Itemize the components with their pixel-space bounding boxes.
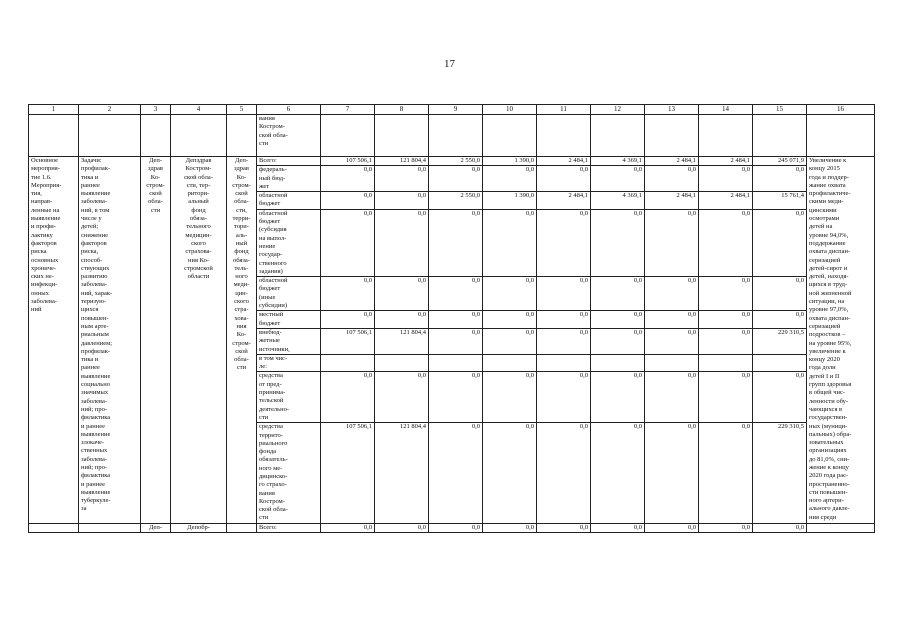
column-number: 11	[537, 105, 591, 115]
column-number: 15	[753, 105, 807, 115]
amount-cell: 0,0	[591, 277, 645, 311]
amount-cell: 2 484,1	[645, 157, 699, 166]
amount-cell: 2 484,1	[699, 157, 753, 166]
amount-cell	[645, 354, 699, 372]
amount-cell: 0,0	[537, 423, 591, 524]
amount-cell: 0,0	[753, 166, 807, 192]
funding-source-cell: внебюд- жетные источники,	[257, 328, 321, 354]
co-executor-cell: Депобр-	[171, 523, 227, 532]
amount-cell: 0,0	[753, 372, 807, 423]
amount-cell: 0,0	[429, 372, 483, 423]
amount-cell: 0,0	[483, 423, 537, 524]
amount-cell: 0,0	[537, 277, 591, 311]
amount-cell	[375, 354, 429, 372]
funding-source-cell: в том чис- ле:	[257, 354, 321, 372]
amount-cell: 0,0	[645, 372, 699, 423]
column-number: 9	[429, 105, 483, 115]
amount-cell: 0,0	[429, 523, 483, 532]
amount-cell: 4 369,1	[591, 157, 645, 166]
amount-cell: 0,0	[699, 372, 753, 423]
amount-cell: 0,0	[483, 372, 537, 423]
amount-cell: 0,0	[699, 523, 753, 532]
amount-cell: 0,0	[645, 209, 699, 276]
amount-cell: 2 484,1	[699, 192, 753, 210]
column-number: 13	[645, 105, 699, 115]
amount-cell: 0,0	[753, 277, 807, 311]
amount-cell: 0,0	[375, 209, 429, 276]
amount-cell	[699, 354, 753, 372]
amount-cell: 0,0	[429, 311, 483, 329]
amount-cell: 0,0	[591, 328, 645, 354]
amount-cell: 0,0	[321, 277, 375, 311]
column-number: 3	[141, 105, 171, 115]
amount-cell: 0,0	[753, 311, 807, 329]
amount-cell: 121 804,4	[375, 423, 429, 524]
measure-tasks-cell: Задачи: профилак- тика и раннее выявление заболева- ний, в том числе у детей; снижение факторов риска, способ- ствующих развитию заболева- ний, харак- теризую- щихся повышен- ным арте- риальным давлением; профилак- тика и раннее выявление социально значимых заболева- ний; про- филактика и раннее выявление злокаче- ственных заболева- ний; про- филактика и раннее выявление туберкуле- за	[79, 157, 141, 524]
amount-cell	[537, 354, 591, 372]
page-number: 17	[444, 58, 455, 70]
amount-cell: 107 506,1	[321, 423, 375, 524]
amount-cell: 0,0	[537, 311, 591, 329]
column-number: 14	[699, 105, 753, 115]
amount-cell: 0,0	[321, 523, 375, 532]
amount-cell: 0,0	[537, 209, 591, 276]
funding-source-cell: средства от пред- принима- тельской деятельно- сти	[257, 372, 321, 423]
amount-cell: 0,0	[591, 166, 645, 192]
funding-source-cell: областной бюджет (иные субсидии)	[257, 277, 321, 311]
column-number: 16	[807, 105, 875, 115]
amount-cell: 0,0	[645, 311, 699, 329]
amount-cell: 0,0	[591, 311, 645, 329]
amount-cell: 2 484,1	[645, 192, 699, 210]
funding-row	[29, 157, 875, 166]
amount-cell: 0,0	[321, 209, 375, 276]
amount-cell: 0,0	[321, 166, 375, 192]
amount-cell: 0,0	[753, 209, 807, 276]
amount-cell: 0,0	[483, 277, 537, 311]
column-number: 8	[375, 105, 429, 115]
amount-cell: 0,0	[321, 311, 375, 329]
column-number: 2	[79, 105, 141, 115]
amount-cell	[321, 354, 375, 372]
amount-cell: 0,0	[483, 328, 537, 354]
amount-cell: 229 310,5	[753, 328, 807, 354]
amount-cell: 1 390,0	[483, 157, 537, 166]
amount-cell: 2 550,0	[429, 192, 483, 210]
amount-cell: 0,0	[699, 209, 753, 276]
amount-cell: 0,0	[483, 523, 537, 532]
amount-cell: 0,0	[591, 423, 645, 524]
amount-cell: 1 390,0	[483, 192, 537, 210]
amount-cell: 229 310,5	[753, 423, 807, 524]
column-number: 5	[227, 105, 257, 115]
column-number: 12	[591, 105, 645, 115]
amount-cell: 0,0	[375, 277, 429, 311]
amount-cell: 2 550,0	[429, 157, 483, 166]
amount-cell: 0,0	[483, 209, 537, 276]
executor-cell: Деп- здрав Ко- стром- ской обла- сти	[141, 157, 171, 524]
amount-cell: 0,0	[375, 166, 429, 192]
amount-cell: 0,0	[645, 523, 699, 532]
amount-cell: 121 804,4	[375, 157, 429, 166]
amount-cell: 0,0	[537, 372, 591, 423]
column-numbers-row	[29, 105, 875, 115]
amount-cell: 0,0	[699, 423, 753, 524]
amount-cell: 0,0	[699, 311, 753, 329]
expected-result-cell: Увеличение к концу 2015 года и поддер- жание охвата профилактиче- скими меди- цинскими осмотрами детей на уровне 94,0%, поддержание охвата диспан- серизацией детей-сирот и детей, находя- щихся в труд- ной жизненной ситуации, на уровне 97,0%, охвата диспан- серизацией подростков – на уровне 95%, увеличение к концу 2020 года доли детей I и II групп здоровья в общей чис- ленности обу- чающихся в государствен- ных (муници- пальных) обра- зовательных организациях до 81,0%, сни- жение к концу 2020 года рас- пространенно- сти повышен- ного артери- ального давле- ния среди	[807, 157, 875, 524]
participants-cell: Деп- здрав Ко- стром- ской обла- сти, терри- тори- аль- ный фонд обяза- тель- ного меди- цин- ского стра- хова- ния Ко- стром- ской обла- сти	[227, 157, 257, 524]
amount-cell: 0,0	[375, 523, 429, 532]
column-number: 6	[257, 105, 321, 115]
amount-cell: 107 506,1	[321, 157, 375, 166]
amount-cell	[429, 354, 483, 372]
next-measure-row	[29, 523, 875, 532]
executor-cell: Деп-	[141, 523, 171, 532]
amount-cell: 0,0	[321, 192, 375, 210]
amount-cell: 0,0	[591, 209, 645, 276]
funding-source-cell: Всего:	[257, 523, 321, 532]
amount-cell: 245 071,9	[753, 157, 807, 166]
continuation-row	[29, 115, 875, 157]
budget-table	[28, 104, 875, 533]
measure-name-cell: Основное мероприя- тие 1.6. Мероприя- тия, направ- ленные на выявление и профи- лактику факторов риска основных хрониче- ских не- инфекци- онных заболева- ний	[29, 157, 79, 524]
measure-1-6-block	[29, 157, 875, 524]
co-executor-cell: Депздрав Костром- ской обла- сти, тер- ритори- альный фонд обяза- тельного медицин- ского страхова- ния Ко- стромской области	[171, 157, 227, 524]
amount-cell: 0,0	[429, 166, 483, 192]
amount-cell: 0,0	[753, 523, 807, 532]
amount-cell: 0,0	[591, 372, 645, 423]
funding-source-cell: Всего:	[257, 157, 321, 166]
amount-cell	[753, 354, 807, 372]
amount-cell: 0,0	[429, 209, 483, 276]
amount-cell: 15 761,4	[753, 192, 807, 210]
amount-cell: 0,0	[483, 311, 537, 329]
amount-cell: 0,0	[645, 423, 699, 524]
amount-cell: 0,0	[375, 311, 429, 329]
amount-cell: 0,0	[591, 523, 645, 532]
amount-cell: 2 484,1	[537, 192, 591, 210]
amount-cell: 0,0	[645, 277, 699, 311]
column-number: 1	[29, 105, 79, 115]
amount-cell: 0,0	[537, 166, 591, 192]
amount-cell: 0,0	[429, 277, 483, 311]
amount-cell: 0,0	[699, 277, 753, 311]
amount-cell: 0,0	[483, 166, 537, 192]
amount-cell: 0,0	[699, 166, 753, 192]
column-number: 7	[321, 105, 375, 115]
amount-cell	[591, 354, 645, 372]
amount-cell: 2 484,1	[537, 157, 591, 166]
funding-source-cell: местный бюджет	[257, 311, 321, 329]
amount-cell: 0,0	[645, 166, 699, 192]
amount-cell: 4 369,1	[591, 192, 645, 210]
amount-cell: 0,0	[321, 372, 375, 423]
amount-cell: 0,0	[375, 192, 429, 210]
funding-source-cell: федераль- ный бюд- жет	[257, 166, 321, 192]
amount-cell: 0,0	[537, 523, 591, 532]
amount-cell: 0,0	[429, 423, 483, 524]
amount-cell: 0,0	[537, 328, 591, 354]
amount-cell: 0,0	[429, 328, 483, 354]
column-number: 4	[171, 105, 227, 115]
amount-cell: 0,0	[645, 328, 699, 354]
funding-source-cell: вания Костром- ской обла- сти	[257, 115, 321, 157]
funding-source-cell: областной бюджет (субсидия на выпол- нение государ- ственного задания)	[257, 209, 321, 276]
funding-source-cell: областной бюджет	[257, 192, 321, 210]
column-number: 10	[483, 105, 537, 115]
funding-source-cell: средства террито- риального фонда обязатель- ного ме- дицинско- го страхо- вания Костром- ской обла- сти	[257, 423, 321, 524]
amount-cell: 0,0	[699, 328, 753, 354]
amount-cell: 0,0	[375, 372, 429, 423]
amount-cell	[483, 354, 537, 372]
amount-cell: 121 804,4	[375, 328, 429, 354]
amount-cell: 107 506,1	[321, 328, 375, 354]
